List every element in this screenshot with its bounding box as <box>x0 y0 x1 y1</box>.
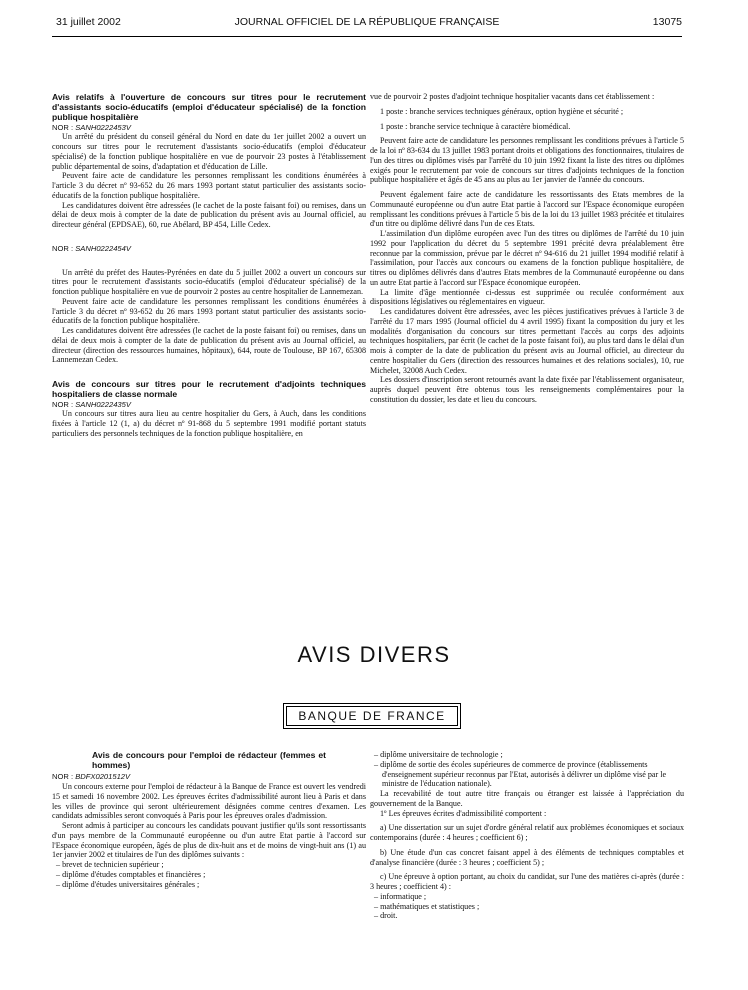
nor-code: SANH0222453V <box>75 122 131 132</box>
nor-reference <box>52 123 366 133</box>
paragraph: vue de pourvoir 2 postes d'adjoint technique hospitalier vacants dans cet établissement : <box>370 92 655 101</box>
list-item: – diplôme de sortie des écoles supérieures de commerce de province (établissements d'enseignement supérieur reconnus par l'Etat, autorisés à délivrer un diplôme visé par le ministre de l'éducation nationale). <box>374 759 667 789</box>
paragraph: 1 poste : branche services techniques généraux, option hygiène et sécurité ; <box>380 106 624 116</box>
list-item-text: diplôme d'études comptables et financières ; <box>62 869 206 879</box>
list-item-text: diplôme universitaire de technologie ; <box>380 750 503 759</box>
nor-reference <box>52 244 366 254</box>
paragraph: a) Une dissertation sur un sujet d'ordre général relatif aux problèmes économiques et sociaux contemporains (durée : 4 heures ; coefficient 6) ; <box>370 823 684 842</box>
list-item: – brevet de technicien supérieur ; <box>56 860 164 870</box>
nor-label: NOR : <box>52 399 76 409</box>
paragraph: c) Une épreuve à option portant, au choix du candidat, sur l'une des matières ci-après (durée : 3 heures ; coefficient 4) : <box>370 872 684 891</box>
paragraph: Les candidatures doivent être adressées (le cachet de la poste faisant foi) ou remises, dans un délai de deux mois à compter de la date de publication du présent avis au Journal officiel, au directeur (direction des ressources humaines, hôpitaux), 644, route de Toulouse, BP 167, 65308 Lannemezan Cedex. <box>52 326 366 365</box>
paragraph: L'assimilation d'un diplôme européen avec l'un des titres ou diplômes de l'arrêté du 10 juin 1992 pour l'application du décret du 5 septembre 1991 précité devra préalablement être reconnue par la commission, prévue par le décret nº 94-616 du 21 juillet 1994 modifié relatif à l'assimilation, pour l'accès aux concours ou examens de la fonction publique hospitalière, de titres ou diplômes délivrés dans d'autres Etats membres de la Communauté européenne ou dans un autre Etat partie à l'accord sur l'Espace économique européen. <box>370 229 684 287</box>
paragraph: Les candidatures doivent être adressées (le cachet de la poste faisant foi) ou remises, dans un délai de deux mois à compter de la date de publication du présent avis au Journal officiel, au directeur général (EPDSAE), 60, rue Abélard, BP 454, Lille Cedex. <box>52 200 366 230</box>
paragraph: b) Une étude d'un cas concret faisant appel à des éléments de techniques comptables et d'analyse financière (durée : 3 heures ; coefficient 5) ; <box>370 847 684 867</box>
diploma-list <box>52 860 366 889</box>
list-item: – mathématiques et statistiques ; <box>374 901 480 911</box>
page-header <box>52 16 682 32</box>
right-column-bottom <box>370 750 684 921</box>
paragraph: Un concours sur titres aura lieu au centre hospitalier du Gers, à Auch, dans les conditions fixées à l'article 12 (1, a) du décret nº 91-868 du 5 septembre 1991 modifié portant statuts particuliers des personnels techniques de la fonction publique hospitalière, en <box>52 409 366 438</box>
header-rule <box>52 36 682 37</box>
nor-reference <box>52 772 366 782</box>
list-item-text: droit. <box>380 911 398 921</box>
nor-code: SANH0222435V <box>75 399 131 409</box>
list-item: – diplôme universitaire de technologie ; <box>374 750 503 759</box>
left-column-bottom <box>52 750 366 889</box>
nor-label: NOR : <box>52 772 76 782</box>
list-item-text: brevet de technicien supérieur ; <box>62 860 164 870</box>
journal-title: JOURNAL OFFICIEL DE LA RÉPUBLIQUE FRANÇAISE <box>234 16 500 28</box>
right-column-top <box>370 92 684 405</box>
paragraph: Un arrêté du préfet des Hautes-Pyrénées en date du 5 juillet 2002 a ouvert un concours sur titres pour le recrutement d'assistants socio-éducatifs (emploi d'éducateur spécialisé) de la fonction publique hospitalière en vue de pourvoir 2 postes au centre hospitalier de Lannemezan. <box>52 267 366 297</box>
paragraph: Peuvent faire acte de candidature les personnes remplissant les conditions énumérées à l'article 3 du décret nº 93-652 du 26 mars 1993 portant statut particulier des assistants socio-éducatifs de la fonction publique hospitalière. <box>52 296 366 326</box>
section-box-title <box>283 703 461 729</box>
list-item-text: mathématiques et statistiques ; <box>380 901 480 911</box>
list-item: – informatique ; <box>374 891 427 901</box>
left-column-top <box>52 92 366 439</box>
notice-title-adjoints: Avis de concours sur titres pour le recrutement d'adjoints techniques hospitaliers de classe normale <box>52 379 366 400</box>
paragraph: La recevabilité de tout autre titre français ou étranger est laissée à l'appréciation du gouvernement de la Banque. <box>370 789 684 808</box>
list-item: – diplôme d'études comptables et financières ; <box>56 869 206 879</box>
section-title: AVIS DIVERS <box>297 642 451 667</box>
nor-label: NOR : <box>52 122 76 132</box>
paragraph: 1º Les épreuves écrites d'admissibilité comportent : <box>380 808 547 818</box>
paragraph: Un arrêté du président du conseil général du Nord en date du 1er juillet 2002 a ouvert un concours sur titres pour le recrutement d'assistants socio-éducatifs (emploi d'éducateur spécialisé) de la fonction publique hospitalière en vue de pourvoir 23 postes à l'établissement public départemental de soins, d'adaptation et d'éducation de Lille. <box>52 132 366 171</box>
paragraph: 1 poste : branche service technique à caractère biomédical. <box>380 121 571 131</box>
list-item-text: diplôme de sortie des écoles supérieures de commerce de province (établissements d'enseignement supérieur reconnus par l'Etat, autorisés à délivrer un diplôme visé par le ministre de l'éducation nationale). <box>380 759 667 789</box>
nor-code: SANH0222454V <box>75 243 131 253</box>
list-item: – droit. <box>374 911 398 921</box>
paragraph: Peuvent faire acte de candidature les personnes remplissant les conditions énumérées à l'article 3 du décret nº 93-652 du 26 mars 1993 portant statut particulier des assistants socio-éducatifs de la fonction publique hospitalière. <box>52 171 366 200</box>
issue-date: 31 juillet 2002 <box>56 16 121 28</box>
paragraph: Seront admis à participer au concours les candidats pouvant justifier qu'ils sont ressortissants d'un pays membre de la Communauté européenne ou d'un autre Etat partie à l'accord sur l'Espace économique européen, âgés de plus de dix-huit ans et de moins de vingt-huit ans (1) au 1er janvier 2002 et titulaires de l'un des diplômes suivants : <box>52 821 366 860</box>
diploma-list-continued <box>370 750 684 789</box>
paragraph: La limite d'âge mentionnée ci-dessus est supprimée ou reculée conformément aux dispositions législatives ou réglementaires en vigueur. <box>370 287 684 307</box>
notice-title-assistants: Avis relatifs à l'ouverture de concours sur titres pour le recrutement d'assistants socio-éducatifs (emploi d'éducateur spécialisé) de la fonction publique hospitalière <box>52 92 366 123</box>
list-item-text: informatique ; <box>380 891 427 901</box>
paragraph: Peuvent faire acte de candidature les personnes remplissant les conditions prévues à l'article 5 de la loi nº 83-634 du 13 juillet 1983 portant droits et obligations des fonctionnaires, titulaires de l'un des titres ou diplômes visés par l'arrêté du 10 juin 1992 fixant la liste des titres ou diplômes exigés pour le recrutement par voie de concours sur titres d'adjoints techniques de la fonction publique hospitalière et âgés de 45 ans au plus au 1er janvier de l'année du concours. <box>370 136 684 185</box>
notice-title-redacteur: Avis de concours pour l'emploi de rédacteur (femmes et hommes) <box>92 750 326 771</box>
paragraph: Les candidatures doivent être adressées, avec les pièces justificatives prévues à l'article 3 de l'arrêté du 17 mars 1995 (Journal officiel du 4 avril 1995) fixant la composition du jury et les modalités d'organisation du concours sur titres permettant l'accès au corps des adjoints techniques hospitaliers, par écrit (le cachet de la poste faisant foi), au plus tard dans le délai d'un mois à compter de la date de publication du présent avis au Journal officiel, au directeur du centre hospitalier du Gers (direction des ressources humaines et des relations sociales), 10, rue Michelet, 32008 Auch Cedex. <box>370 307 684 375</box>
paragraph: Un concours externe pour l'emploi de rédacteur à la Banque de France est ouvert les vendredi 15 et samedi 16 novembre 2002. Les épreuves écrites d'admissibilité auront lieu à Paris et dans les villes de province qui seront ultérieurement désignées comme centres d'examen. Les candidats admissibles seront convoqués à Paris pour les épreuves orales d'admission. <box>52 782 366 821</box>
page-number: 13075 <box>652 16 682 28</box>
paragraph: Les dossiers d'inscription seront retournés avant la date fixée par l'établissement organisateur, auprès duquel peuvent être obtenus tous les renseignements complémentaires pour la constitution du dossier, les date et lieu du concours. <box>370 375 684 404</box>
paragraph: Peuvent également faire acte de candidature les ressortissants des Etats membres de la Communauté européenne ou d'un autre Etat partie à l'accord sur l'Espace économique européen remplissant les conditions prévues à l'article 5 bis de la loi du 13 juillet 1983 précitée et titulaires d'un titre ou diplôme délivré dans l'un de ces Etats. <box>370 190 684 229</box>
nor-code: BDFX0201512V <box>75 772 131 782</box>
box-label: BANQUE DE FRANCE <box>298 709 446 723</box>
nor-label: NOR : <box>52 243 76 253</box>
nor-reference <box>52 400 366 410</box>
option-list <box>370 892 684 921</box>
list-item: – diplôme d'études universitaires générales ; <box>56 879 200 889</box>
list-item-text: diplôme d'études universitaires générales ; <box>62 879 200 889</box>
